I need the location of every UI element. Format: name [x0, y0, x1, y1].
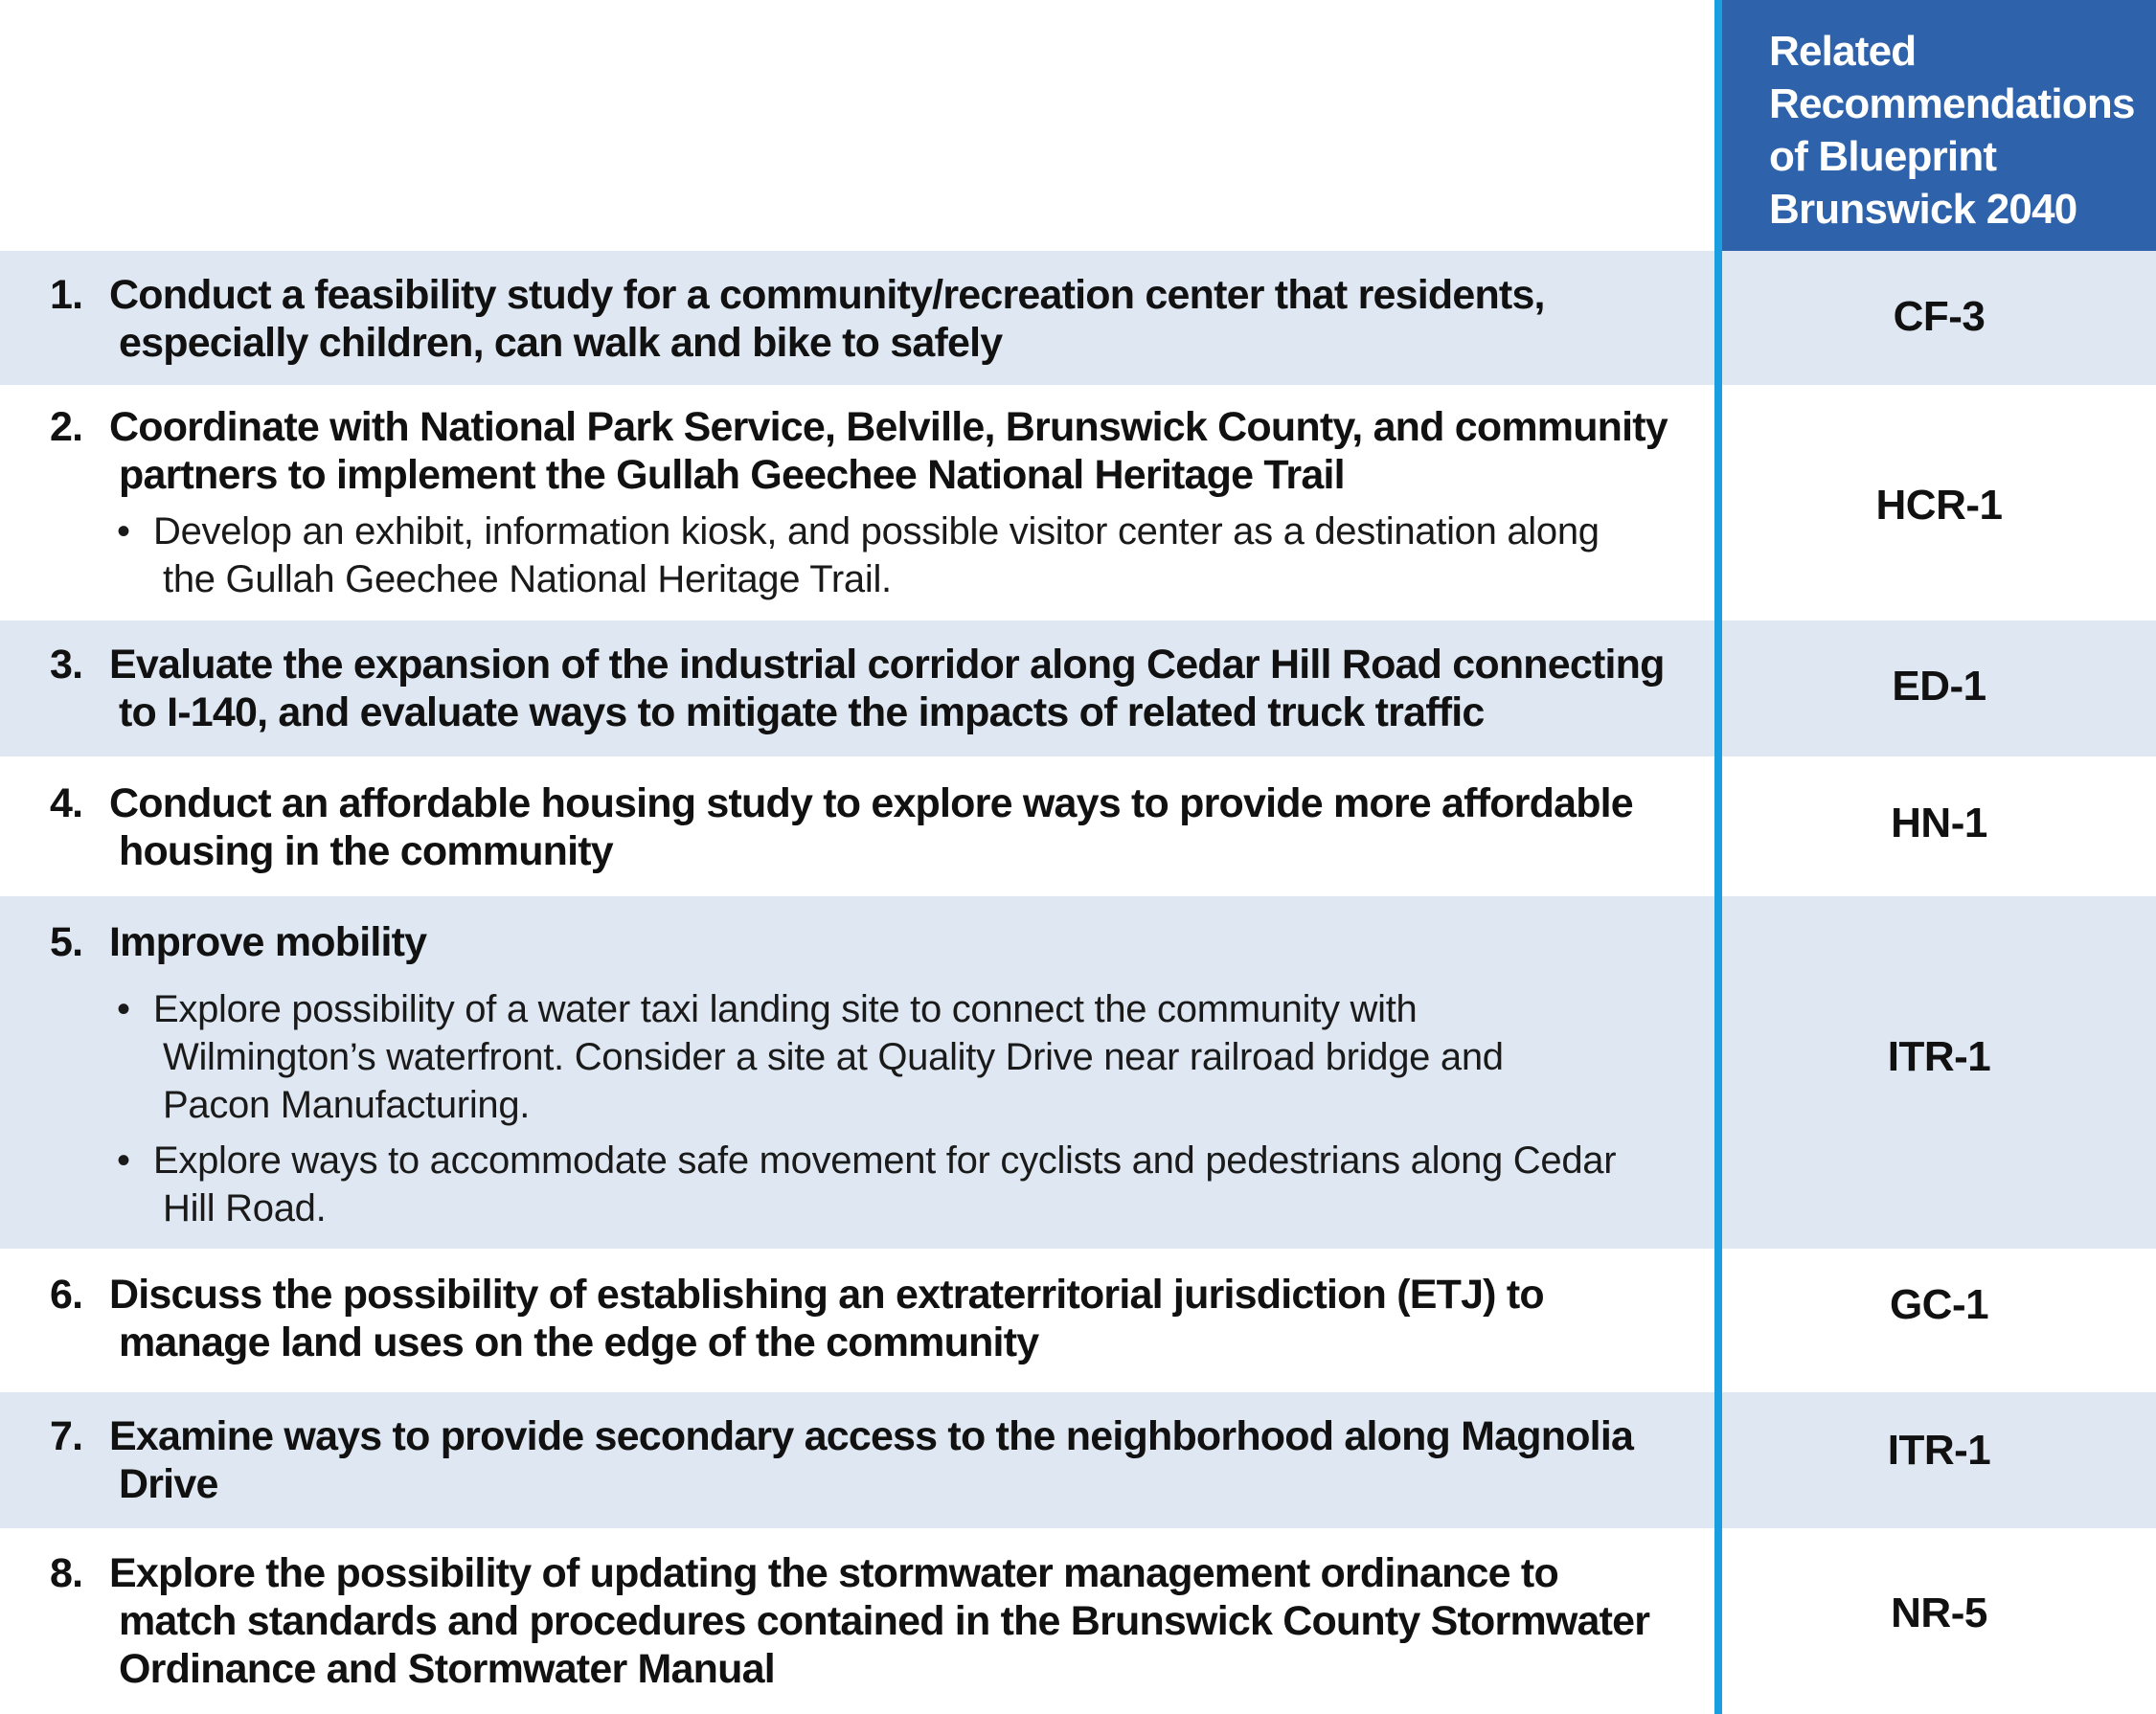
related-code-8: NR-5	[1891, 1590, 1987, 1636]
recommendation-text-line: Ordinance and Stormwater Manual	[119, 1646, 775, 1692]
column-header-title	[1769, 25, 2143, 236]
recommendation-text-line: to I-140, and evaluate ways to mitigate the impacts of related truck traffic	[119, 689, 1485, 735]
related-code-6: GC-1	[1889, 1281, 1989, 1328]
column-divider	[1714, 0, 1722, 1714]
recommendation-text-line: Drive	[119, 1461, 218, 1507]
bullet-text-line: Explore ways to accommodate safe movement for cyclists and pedestrians along Cedar	[153, 1139, 1617, 1182]
recommendation-4	[50, 779, 1707, 875]
recommendation-3	[50, 641, 1707, 736]
recommendation-text-line: partners to implement the Gullah Geechee National Heritage Trail	[119, 452, 1345, 498]
recommendation-text-line: housing in the community	[119, 828, 613, 874]
recommendation-number: 1.	[50, 272, 83, 318]
bullet-text-line: Pacon Manufacturing.	[163, 1084, 531, 1126]
header-line: Related	[1769, 28, 1917, 75]
recommendation-6	[50, 1271, 1707, 1366]
recommendation-number: 8.	[50, 1550, 83, 1596]
recommendation-2	[50, 403, 1707, 499]
recommendation-number: 3.	[50, 642, 83, 688]
recommendation-5-bullet-1	[117, 985, 1707, 1129]
related-code-4: HN-1	[1891, 800, 1987, 846]
recommendation-text-line: Discuss the possibility of establishing an extraterritorial jurisdiction (ETJ) to	[109, 1272, 1544, 1318]
recommendation-number: 4.	[50, 780, 83, 826]
bullet-icon: •	[117, 510, 130, 553]
recommendation-text-line: especially children, can walk and bike to safely	[119, 320, 1003, 366]
bullet-icon: •	[117, 1139, 130, 1182]
related-code-7: ITR-1	[1887, 1427, 1991, 1474]
recommendation-8	[50, 1549, 1707, 1693]
recommendation-number: 7.	[50, 1413, 83, 1459]
recommendation-5	[50, 918, 1707, 966]
bullet-text-line: Wilmington’s waterfront. Consider a site at Quality Drive near railroad bridge and	[163, 1036, 1504, 1078]
bullet-icon: •	[117, 988, 130, 1030]
related-code-1: CF-3	[1893, 293, 1986, 340]
recommendation-text-line: Coordinate with National Park Service, Belville, Brunswick County, and community	[109, 404, 1668, 450]
recommendation-text-line: match standards and procedures contained in the Brunswick County Stormwater	[119, 1598, 1650, 1644]
recommendation-text-line: Evaluate the expansion of the industrial corridor along Cedar Hill Road connecting	[109, 642, 1665, 688]
recommendation-number: 5.	[50, 919, 83, 965]
bullet-text-line: the Gullah Geechee National Heritage Trail.	[163, 558, 892, 600]
related-code-2: HCR-1	[1875, 482, 2003, 529]
bullet-text-line: Develop an exhibit, information kiosk, and possible visitor center as a destination along	[153, 510, 1600, 553]
bullet-text-line: Explore possibility of a water taxi landing site to connect the community with	[153, 988, 1418, 1030]
recommendation-text-line: Conduct a feasibility study for a community/recreation center that residents,	[109, 272, 1545, 318]
header-line: Recommendations	[1769, 80, 2135, 127]
related-code-5: ITR-1	[1887, 1033, 1991, 1080]
recommendation-text-line: Conduct an affordable housing study to explore ways to provide more affordable	[109, 780, 1633, 826]
recommendation-text-line: Explore the possibility of updating the stormwater management ordinance to	[109, 1550, 1558, 1596]
recommendation-number: 2.	[50, 404, 83, 450]
recommendation-text-line: Improve mobility	[109, 919, 427, 965]
recommendation-5-bullet-2	[117, 1137, 1707, 1232]
recommendation-text-line: manage land uses on the edge of the community	[119, 1319, 1039, 1365]
related-code-3: ED-1	[1892, 663, 1986, 710]
recommendation-7	[50, 1412, 1707, 1508]
recommendation-1	[50, 271, 1707, 367]
header-line: of Blueprint	[1769, 133, 1997, 180]
bullet-text-line: Hill Road.	[163, 1187, 327, 1229]
recommendation-number: 6.	[50, 1272, 83, 1318]
recommendation-text-line: Examine ways to provide secondary access to the neighborhood along Magnolia	[109, 1413, 1634, 1459]
recommendation-2-bullet-1	[117, 507, 1707, 603]
header-line: Brunswick 2040	[1769, 186, 2077, 233]
